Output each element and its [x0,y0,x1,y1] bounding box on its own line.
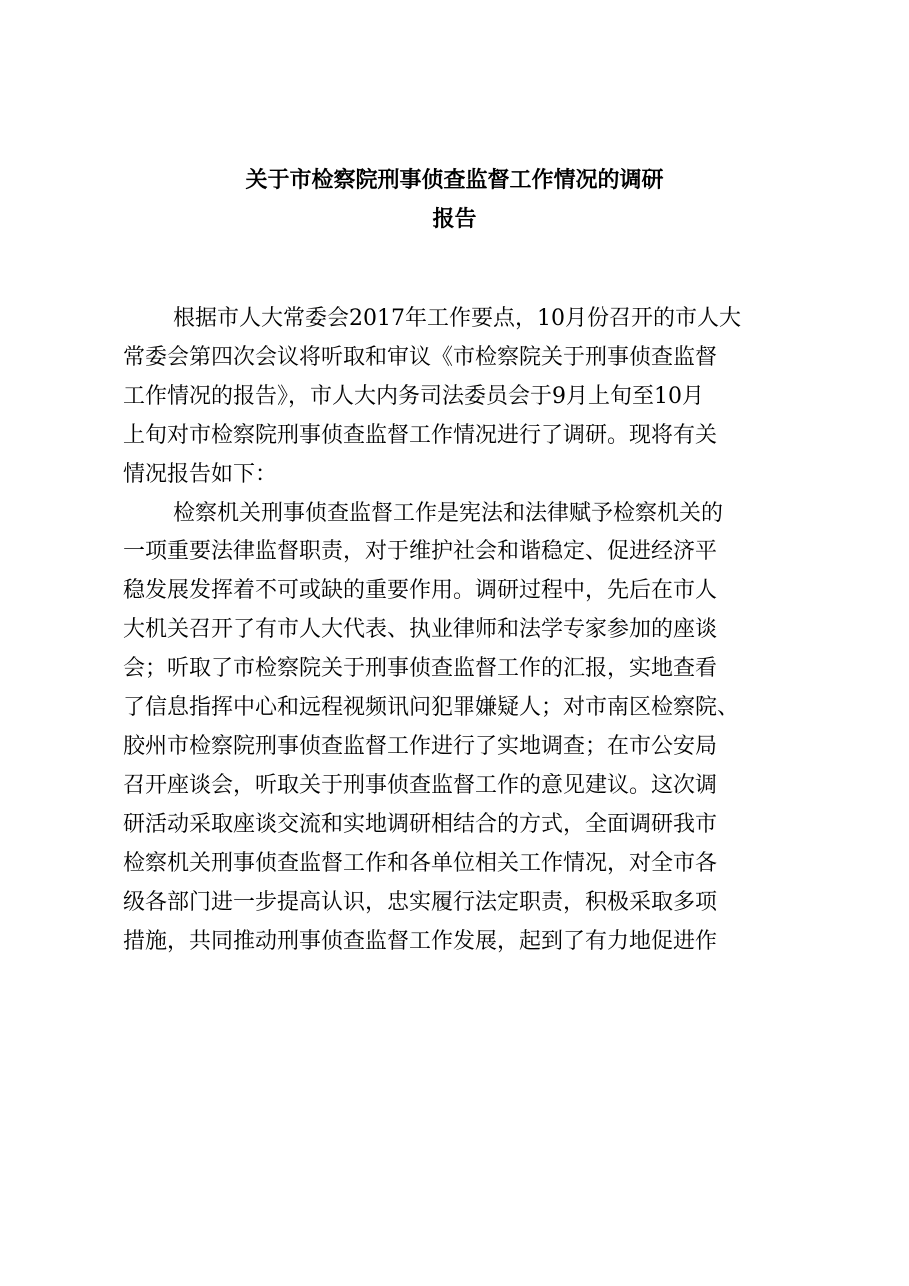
paragraph-2 [123,495,803,962]
paragraph-line: 会；听取了市检察院关于刑事侦查监督工作的汇报，实地查看 [123,656,718,682]
paragraph-line: 一项重要法律监督职责，对于维护社会和谐稳定、促进经济平 [123,539,718,565]
paragraph-line: 了信息指挥中心和远程视频讯问犯罪嫌疑人；对市南区检察院、 [123,695,740,721]
paragraph-line: 稳发展发挥着不可或缺的重要作用。调研过程中，先后在市人 [123,578,718,604]
paragraph-line: 措施，共同推动刑事侦查监督工作发展，起到了有力地促进作 [123,928,718,954]
paragraph-line: 级各部门进一步提高认识，忠实履行法定职责，积极采取多项 [123,889,718,915]
paragraph-line: 上旬对市检察院刑事侦查监督工作情况进行了调研。现将有关 [123,422,718,448]
paragraph-line: 大机关召开了有市人大代表、执业律师和法学专家参加的座谈 [123,617,718,643]
paragraph-line: 检察机关刑事侦查监督工作是宪法和法律赋予检察机关的 [173,500,724,526]
paragraph-line: 检察机关刑事侦查监督工作和各单位相关工作情况，对全市各 [123,850,718,876]
paragraph-line: 情况报告如下： [123,461,278,487]
document-title [0,162,909,240]
paragraph-1 [123,300,803,495]
paragraph-line: 召开座谈会，听取关于刑事侦查监督工作的意见建议。这次调 [123,772,718,798]
paragraph-line: 常委会第四次会议将听取和审议《市检察院关于刑事侦查监督 [123,344,718,370]
title-line-2: 报告 [432,206,477,232]
paragraph-line: 胶州市检察院刑事侦查监督工作进行了实地调查；在市公安局 [123,733,718,759]
paragraph-line: 研活动采取座谈交流和实地调研相结合的方式，全面调研我市 [123,811,718,837]
paragraph-line: 根据市人大常委会2017年工作要点，10月份召开的市人大 [173,306,741,331]
paragraph-line: 工作情况的报告》，市人大内务司法委员会于9月上旬至10月 [123,383,704,409]
title-line-1: 关于市检察院刑事侦查监督工作情况的调研 [245,168,664,193]
document-body [123,300,803,961]
